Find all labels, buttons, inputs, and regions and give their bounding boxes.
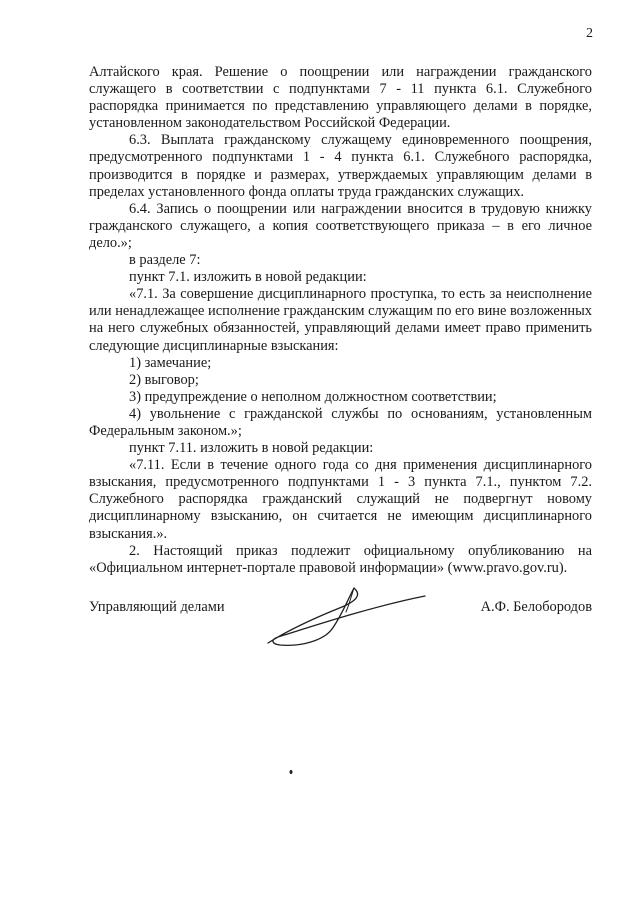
- signatory-name: А.Ф. Белобородов: [480, 599, 592, 615]
- paragraph-6-3: 6.3. Выплата гражданскому служащему единовременного поощрения, предусмотренного подпунктами 1 - 4 пункта 6.1. Служебного распорядка, производится в порядке и размерах, утверждаемых управляющим делами в пределах установленного фонда оплаты труда гражданских служащих.: [89, 132, 592, 200]
- paragraph-publication: 2. Настоящий приказ подлежит официальному опубликованию на «Официальном интернет-портале правовой информации» (www.pravo.gov.ru).: [89, 542, 592, 576]
- ink-dot: [288, 768, 294, 776]
- document-body: [89, 64, 592, 577]
- handwritten-signature: [250, 585, 430, 650]
- page-number: 2: [586, 26, 593, 41]
- list-item-3: 3) предупреждение о неполном должностном соответствии;: [129, 388, 497, 405]
- list-item-1: 1) замечание;: [129, 354, 212, 371]
- signatory-title: Управляющий делами: [89, 599, 225, 615]
- paragraph-section-7: в разделе 7:: [129, 252, 201, 269]
- list-item-4: 4) увольнение с гражданской службы по основаниям, установленным Федеральным законом.»;: [89, 405, 592, 439]
- paragraph-6-4: 6.4. Запись о поощрении или награждении вносится в трудовую книжку гражданского служащего, а копия соответствующего приказа – в его личное дело.»;: [89, 200, 592, 251]
- paragraph-7-11-heading: пункт 7.11. изложить в новой редакции:: [129, 440, 374, 457]
- paragraph-continuation: Алтайского края. Решение о поощрении или награждении гражданского служащего в соответствии с подпунктами 7 - 11 пункта 6.1. Служебного распорядка принимается по представлению управляющего делами в порядке, установленном законодательством Российской Федерации.: [89, 64, 592, 132]
- paragraph-7-11: «7.11. Если в течение одного года со дня применения дисциплинарного взыскания, предусмотренного подпунктами 1 - 3 пункта 7.1., пунктом 7.2. Служебного распорядка гражданский служащий не подвергнут новому дисциплинарному взысканию, он считается не имеющим дисциплинарного взыскания.».: [89, 457, 592, 542]
- paragraph-7-1: «7.1. За совершение дисциплинарного проступка, то есть за неисполнение или ненадлежащее исполнение гражданским служащим по его вине возложенных на него служебных обязанностей, управляющий делами имеет право применить следующие дисциплинарные взыскания:: [89, 286, 592, 354]
- paragraph-7-1-heading: пункт 7.1. изложить в новой редакции:: [129, 269, 367, 286]
- list-item-2: 2) выговор;: [129, 371, 199, 388]
